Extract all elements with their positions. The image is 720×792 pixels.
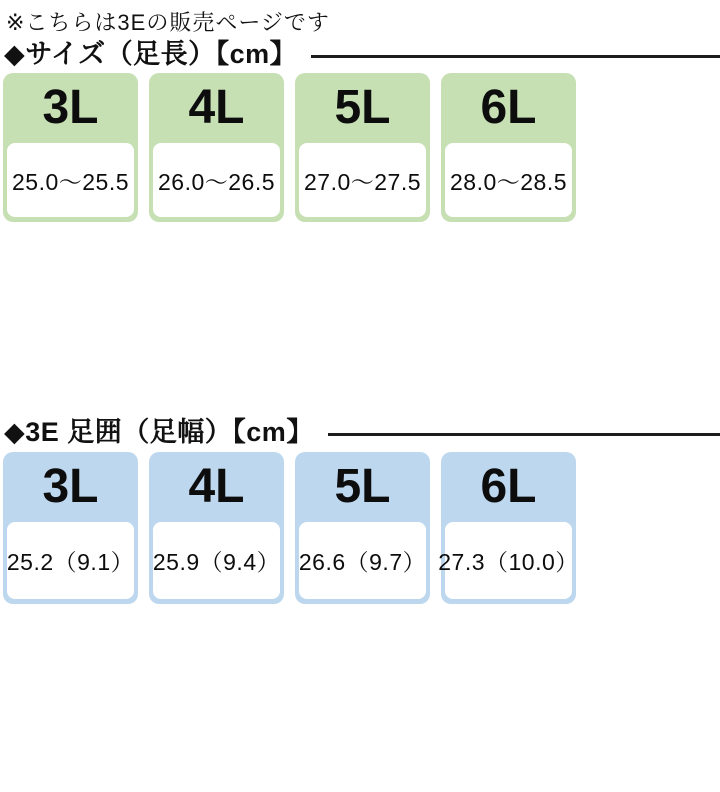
size-value: 25.0～25.5 xyxy=(11,168,130,195)
page-note: ※こちらは3Eの販売ページです xyxy=(6,10,330,35)
size-label: 6L xyxy=(480,460,537,513)
size-value: 26.0～26.5 xyxy=(157,168,276,195)
size-label: 3L xyxy=(42,460,99,513)
value-panel xyxy=(438,522,579,599)
foot-width-heading: ◆3E 足囲（足幅）【cm】 xyxy=(4,416,314,447)
foot-length-cards-row xyxy=(0,73,720,222)
size-value: 28.0～28.5 xyxy=(449,168,568,195)
size-card-5l xyxy=(295,73,430,222)
foot-length-section xyxy=(0,36,720,222)
size-value: 27.0～27.5 xyxy=(303,168,422,195)
size-card-4l xyxy=(149,73,284,222)
size-label: 6L xyxy=(480,81,537,134)
size-label: 5L xyxy=(334,81,391,134)
width-value: 27.3（10.0） xyxy=(438,549,579,575)
heading-rule xyxy=(311,55,720,58)
value-panel xyxy=(7,522,134,599)
value-panel xyxy=(153,143,280,217)
width-value: 26.6（9.7） xyxy=(298,549,427,575)
width-card-3l xyxy=(3,452,138,604)
width-value: 25.2（9.1） xyxy=(6,549,135,575)
size-label: 4L xyxy=(188,81,245,134)
size-card-3l xyxy=(3,73,138,222)
value-panel xyxy=(299,143,426,217)
size-label: 5L xyxy=(334,460,391,513)
value-panel xyxy=(153,522,280,599)
width-card-5l xyxy=(295,452,430,604)
foot-length-heading: ◆サイズ（足長）【cm】 xyxy=(4,38,298,69)
value-panel xyxy=(445,143,572,217)
width-value: 25.9（9.4） xyxy=(152,549,281,575)
foot-length-heading-row xyxy=(0,36,720,69)
size-label: 3L xyxy=(42,81,99,134)
size-card-6l xyxy=(441,73,576,222)
width-card-4l xyxy=(149,452,284,604)
width-card-6l xyxy=(438,452,579,604)
size-label: 4L xyxy=(188,460,245,513)
heading-rule xyxy=(328,433,720,436)
value-panel xyxy=(7,143,134,217)
value-panel xyxy=(299,522,426,599)
foot-width-cards-row xyxy=(0,451,720,604)
foot-width-section xyxy=(0,414,720,604)
foot-width-heading-row xyxy=(0,414,720,447)
